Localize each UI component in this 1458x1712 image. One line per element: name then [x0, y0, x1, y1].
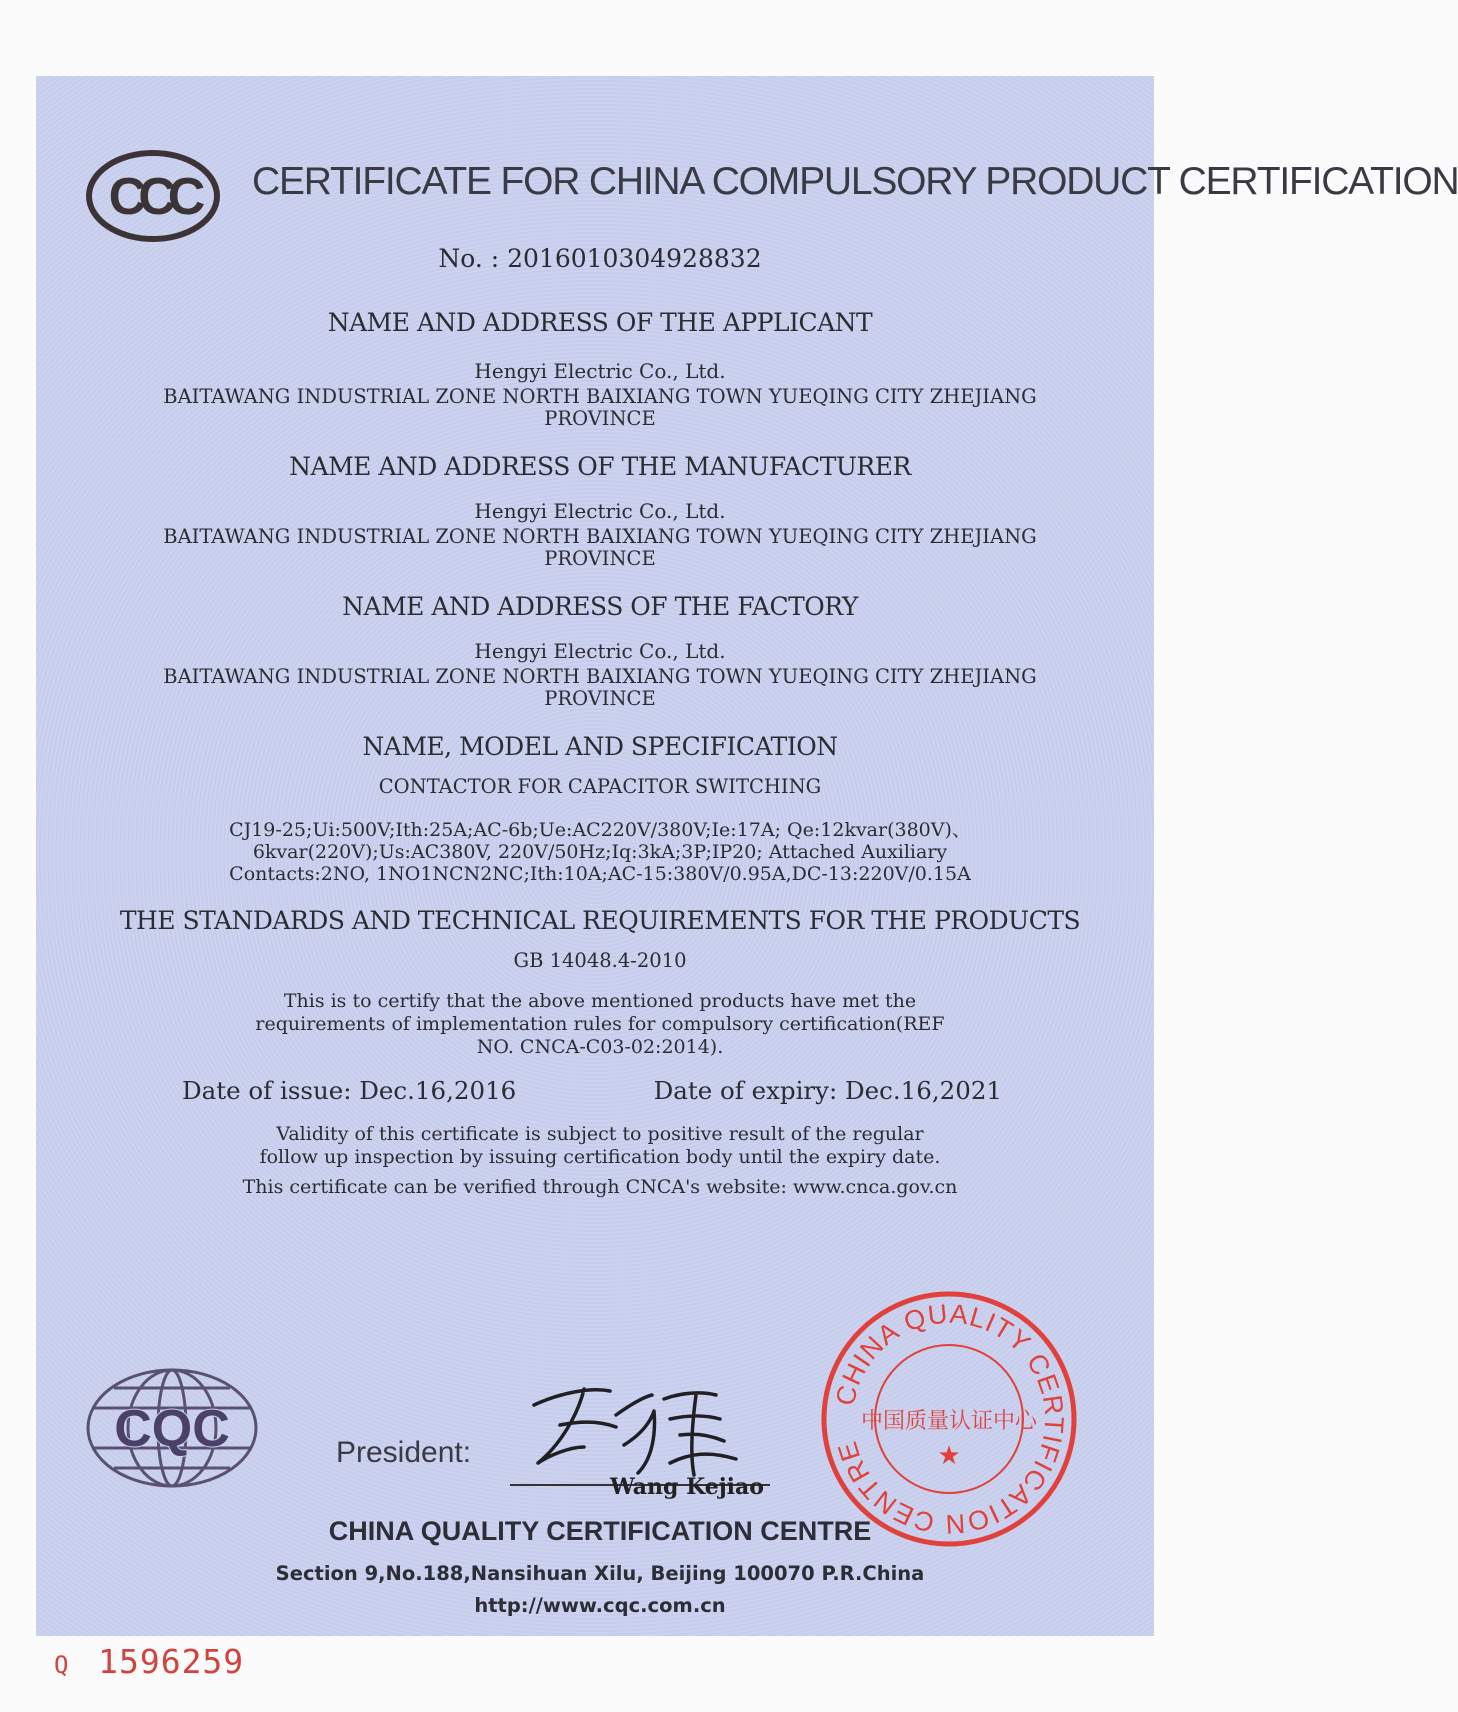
- signer-name: Wang Kejiao: [610, 1474, 764, 1500]
- applicant-name: Hengyi Electric Co., Ltd.: [474, 359, 726, 383]
- validity-line1: Validity of this certificate is subject to positive result of the regular: [276, 1123, 924, 1145]
- certify-line3: NO. CNCA-C03-02:2014).: [476, 1036, 724, 1058]
- certify-line2: requirements of implementation rules for compulsory certification(REF: [255, 1013, 945, 1035]
- manufacturer-name: Hengyi Electric Co., Ltd.: [474, 499, 726, 523]
- manufacturer-heading: NAME AND ADDRESS OF THE MANUFACTURER: [289, 452, 911, 481]
- product-spec-line2: 6kvar(220V);Us:AC380V, 220V/50Hz;Iq:3kA;3P;IP20; Attached Auxiliary: [252, 841, 948, 863]
- applicant-heading: NAME AND ADDRESS OF THE APPLICANT: [327, 308, 873, 337]
- president-label: President:: [336, 1436, 472, 1469]
- factory-name: Hengyi Electric Co., Ltd.: [474, 639, 726, 663]
- dates-row: [182, 1076, 1002, 1105]
- standards-heading: THE STANDARDS AND TECHNICAL REQUIREMENTS FOR THE PRODUCTS: [119, 906, 1081, 935]
- organization-url: http://www.cqc.com.cn: [474, 1594, 726, 1617]
- product-spec-line1: CJ19-25;Ui:500V;Ith:25A;AC-6b;Ue:AC220V/380V;Ie:17A; Qe:12kvar(380V)、: [229, 819, 971, 841]
- official-seal-icon: [818, 1288, 1080, 1550]
- manufacturer-address-line2: PROVINCE: [544, 547, 656, 570]
- factory-heading: NAME AND ADDRESS OF THE FACTORY: [342, 592, 858, 621]
- signature-icon: [520, 1375, 750, 1485]
- serial-value: 1596259: [98, 1642, 245, 1681]
- manufacturer-address-line1: BAITAWANG INDUSTRIAL ZONE NORTH BAIXIANG TOWN YUEQING CITY ZHEJIANG: [163, 525, 1037, 548]
- seal-star-icon: ★: [937, 1441, 961, 1471]
- applicant-address-line1: BAITAWANG INDUSTRIAL ZONE NORTH BAIXIANG TOWN YUEQING CITY ZHEJIANG: [163, 385, 1037, 408]
- organization-name: CHINA QUALITY CERTIFICATION CENTRE: [328, 1516, 872, 1546]
- factory-address-line1: BAITAWANG INDUSTRIAL ZONE NORTH BAIXIANG TOWN YUEQING CITY ZHEJIANG: [163, 665, 1037, 688]
- cqc-logo-text: CQC: [114, 1400, 230, 1458]
- applicant-address-line2: PROVINCE: [544, 407, 656, 430]
- issue-date: Date of issue: Dec.16,2016: [182, 1076, 517, 1105]
- product-name: CONTACTOR FOR CAPACITOR SWITCHING: [378, 775, 822, 798]
- factory-address-line2: PROVINCE: [544, 687, 656, 710]
- standards-value: GB 14048.4-2010: [513, 949, 687, 972]
- certificate-title: CERTIFICATE FOR CHINA COMPULSORY PRODUCT CERTIFICATION: [252, 160, 1458, 203]
- certificate-number: No. : 2016010304928832: [438, 244, 762, 273]
- organization-address: Section 9,No.188,Nansihuan Xilu, Beijing 100070 P.R.China: [275, 1562, 925, 1585]
- ccc-logo-text: CCC: [108, 168, 198, 226]
- validity-line3: This certificate can be verified through CNCA's website: www.cnca.gov.cn: [242, 1176, 958, 1198]
- product-heading: NAME, MODEL AND SPECIFICATION: [362, 732, 838, 761]
- cqc-globe-logo-icon: [84, 1366, 260, 1490]
- certify-line1: This is to certify that the above mentioned products have met the: [283, 990, 917, 1012]
- validity-line2: follow up inspection by issuing certification body until the expiry date.: [259, 1146, 941, 1168]
- ccc-logo-icon: [84, 148, 222, 244]
- serial-number: [54, 1642, 244, 1681]
- serial-prefix: Q: [54, 1651, 69, 1679]
- seal-ring-textpath: CHINA QUALITY CERTIFICATION CENTRE: [829, 1298, 1070, 1540]
- expiry-date: Date of expiry: Dec.16,2021: [653, 1076, 1002, 1105]
- product-spec-line3: Contacts:2NO, 1NO1NCN2NC;Ith:10A;AC-15:380V/0.95A,DC-13:220V/0.15A: [229, 863, 971, 885]
- seal-center-text: 中国质量认证中心: [860, 1409, 1038, 1434]
